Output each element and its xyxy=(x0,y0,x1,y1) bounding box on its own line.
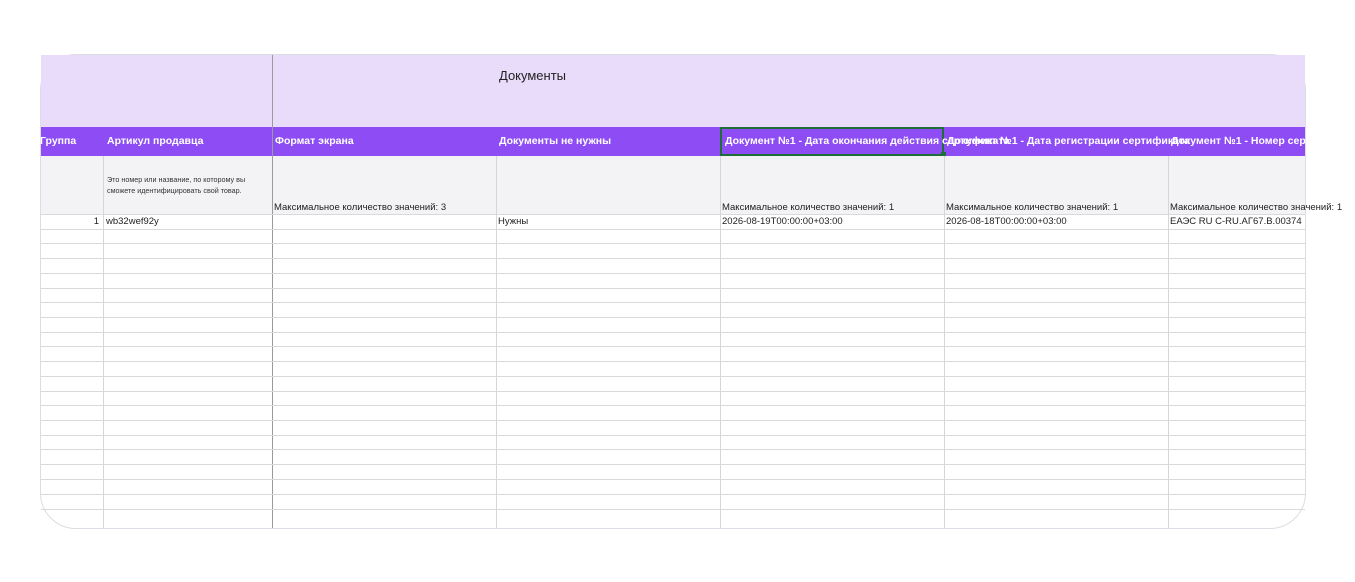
cell-article[interactable]: wb32wef92y xyxy=(106,216,159,227)
doc-number-description: Максимальное количество значений: 1 xyxy=(1170,202,1343,213)
column-header-doc-end-date[interactable]: Документ №1 - Дата окончания действия сертификата xyxy=(720,127,944,156)
group-header-band xyxy=(41,55,1305,127)
grid-row-line xyxy=(41,288,1305,289)
column-header-docs-not-needed[interactable]: Документы не нужны xyxy=(499,135,612,147)
grid-row-line xyxy=(41,302,1305,303)
cell-doc-end-date[interactable]: 2026-08-19T00:00:00+03:00 xyxy=(722,216,843,227)
grid-row-line xyxy=(41,479,1305,480)
doc-end-date-description: Максимальное количество значений: 1 xyxy=(722,202,895,213)
cell-doc-number[interactable]: ЕАЭС RU C-RU.АГ67.В.00374 xyxy=(1170,216,1302,227)
doc-reg-date-description: Максимальное количество значений: 1 xyxy=(946,202,1119,213)
screen-format-description: Максимальное количество значений: 3 xyxy=(274,202,447,213)
article-hint-text: Это номер или название, по которому вы сможете идентифицировать свой товар. xyxy=(107,175,246,195)
grid-row-line xyxy=(41,229,1305,230)
grid-row-line xyxy=(41,449,1305,450)
grid-row-line xyxy=(41,258,1305,259)
grid-row-line xyxy=(41,361,1305,362)
column-header-row xyxy=(40,127,1355,156)
grid-row-line xyxy=(41,509,1305,510)
grid-row-line xyxy=(41,494,1305,495)
column-header-group[interactable]: Группа xyxy=(40,135,77,147)
grid-column-line xyxy=(496,156,497,528)
grid-column-line xyxy=(944,156,945,528)
grid-row-line xyxy=(41,214,1305,215)
cell-doc-reg-date[interactable]: 2026-08-18T00:00:00+03:00 xyxy=(946,216,1067,227)
grid-row-line xyxy=(41,391,1305,392)
grid-row-line xyxy=(41,243,1305,244)
grid-row-line xyxy=(41,317,1305,318)
group-header-title: Документы xyxy=(499,68,567,83)
column-header-article[interactable]: Артикул продавца xyxy=(107,135,204,147)
description-row xyxy=(41,156,1343,214)
grid-column-line xyxy=(272,55,273,528)
grid-row-line xyxy=(41,273,1305,274)
grid-column-line xyxy=(1168,156,1169,528)
grid-row-line xyxy=(41,420,1305,421)
column-header-doc-number[interactable]: Документ №1 - Номер сертификата xyxy=(1171,135,1355,147)
grid-row-line xyxy=(41,435,1305,436)
grid-row-line xyxy=(41,346,1305,347)
grid-row-line xyxy=(41,464,1305,465)
cell-docs-not-needed[interactable]: Нужны xyxy=(498,216,529,227)
grid-row-line xyxy=(41,405,1305,406)
spreadsheet xyxy=(40,54,1355,529)
cell-group[interactable]: 1 xyxy=(93,216,99,227)
column-header-doc-reg-date[interactable]: Документ №1 - Дата регистрации сертификата xyxy=(947,135,1190,147)
grid-column-line xyxy=(103,156,104,528)
grid-row-line xyxy=(41,376,1305,377)
column-header-screen-format[interactable]: Формат экрана xyxy=(275,135,354,147)
grid-row-line xyxy=(41,332,1305,333)
grid-column-line xyxy=(720,156,721,528)
